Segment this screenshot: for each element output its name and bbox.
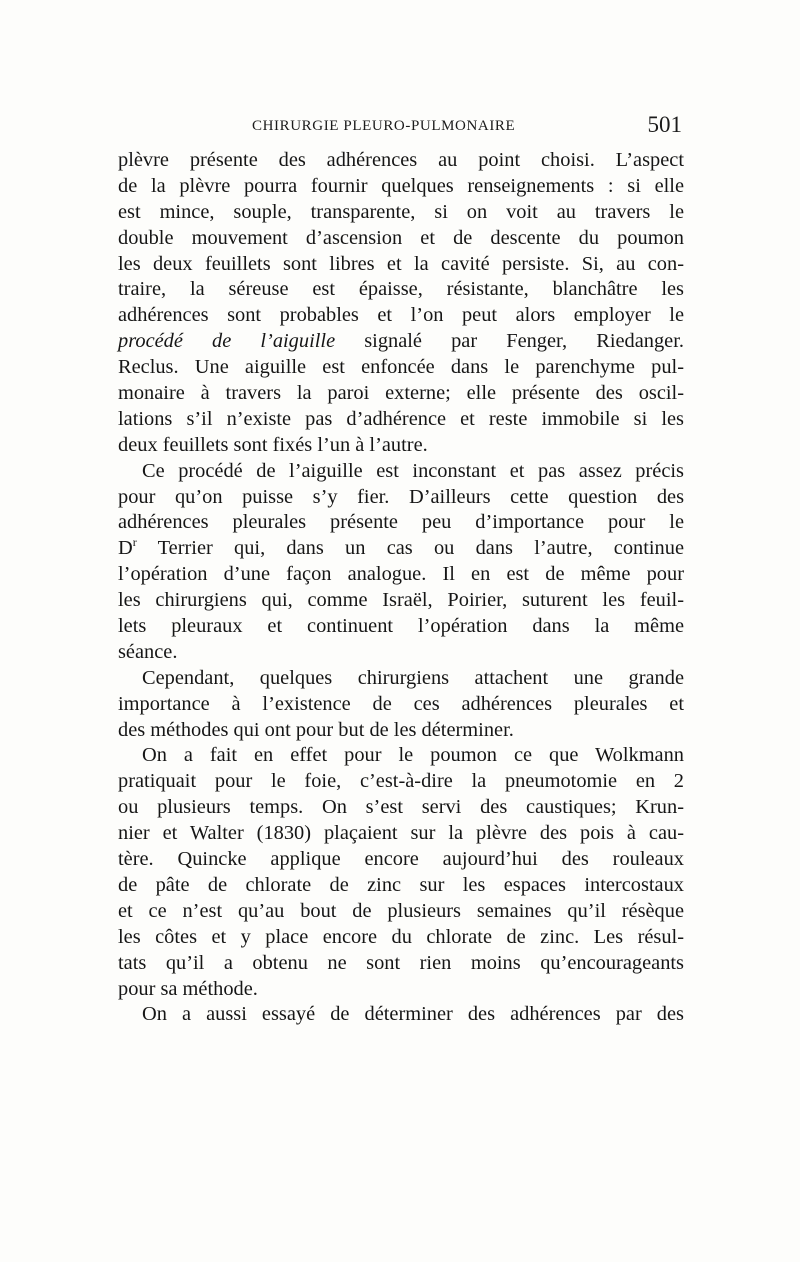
text-line: Reclus. Une aiguille est enfoncée dans le parenchyme pul-	[118, 356, 684, 379]
text-line: pour qu’on puisse s’y fier. D’ailleurs cette question des	[118, 485, 684, 508]
page-number: 501	[647, 112, 682, 137]
running-head	[118, 112, 684, 142]
text-line: de pâte de chlorate de zinc sur les espaces intercostaux	[118, 873, 684, 896]
abbrev-dr-superscript: r	[132, 535, 137, 550]
text-line: adhérences sont probables et l’on peut alors employer le	[118, 304, 684, 327]
running-title: CHIRURGIE PLEURO-PULMONAIRE	[252, 118, 516, 134]
text-line: deux feuillets sont fixés l’un à l’autre.	[118, 433, 428, 456]
text-line: est mince, souple, transparente, si on voit au travers le	[118, 200, 684, 223]
text-line: des méthodes qui ont pour but de les déterminer.	[118, 718, 514, 741]
text-line: de la plèvre pourra fournir quelques renseignements : si elle	[118, 174, 684, 197]
text-line: l’opération d’une façon analogue. Il en est de même pour	[118, 563, 684, 586]
text-line: tère. Quincke applique encore aujourd’hui des rouleaux	[118, 848, 684, 871]
text-line: plèvre présente des adhérences au point choisi. L’aspect	[118, 149, 684, 171]
text-line: traire, la séreuse est épaisse, résistante, blanchâtre les	[118, 278, 684, 301]
text-line: ou plusieurs temps. On s’est servi des caustiques; Krun-	[118, 796, 684, 819]
italic-term: procédé de l’aiguille	[118, 330, 336, 353]
text-line: nier et Walter (1830) plaçaient sur la plèvre des pois à cau-	[118, 822, 684, 845]
text-line: Ce procédé de l’aiguille est inconstant et pas assez précis	[142, 459, 684, 482]
text-line: les côtes et y place encore du chlorate de zinc. Les résul-	[118, 925, 684, 948]
text-line: et ce n’est qu’au bout de plusieurs semaines qu’il résèque	[118, 899, 684, 922]
text-line: lets pleuraux et continuent l’opération dans la même	[118, 615, 684, 638]
abbrev-dr: D	[118, 537, 133, 560]
text-line: On a fait en effet pour le poumon ce que Wolkmann	[142, 744, 684, 767]
text-line: pour sa méthode.	[118, 977, 258, 1000]
text-line: séance.	[118, 640, 178, 663]
text-line: On a aussi essayé de déterminer des adhérences par des	[142, 1003, 684, 1026]
text-line: adhérences pleurales présente peu d’importance pour le	[118, 511, 684, 534]
text-run: signalé par Fenger, Riedanger.	[335, 330, 684, 353]
text-line: Cependant, quelques chirurgiens attachent une grande	[142, 666, 684, 689]
text-line	[118, 536, 684, 562]
text-line: monaire à travers la paroi externe; elle présente des oscil-	[118, 382, 684, 405]
body-text	[118, 148, 684, 1028]
text-line: double mouvement d’ascension et de descente du poumon	[118, 226, 684, 249]
text-line: lations s’il n’existe pas d’adhérence et reste immobile si les	[118, 407, 684, 430]
text-line: tats qu’il a obtenu ne sont rien moins qu’encourageants	[118, 951, 684, 974]
text-line	[118, 329, 684, 355]
text-line: importance à l’existence de ces adhérences pleurales et	[118, 692, 684, 715]
text-line: les chirurgiens qui, comme Israël, Poirier, suturent les feuil-	[118, 589, 684, 612]
text-line: pratiquait pour le foie, c’est-à-dire la pneumotomie en 2	[118, 770, 684, 793]
text-line: les deux feuillets sont libres et la cavité persiste. Si, au con-	[118, 252, 684, 275]
text-run: Terrier qui, dans un cas ou dans l’autre, continue	[136, 537, 684, 560]
